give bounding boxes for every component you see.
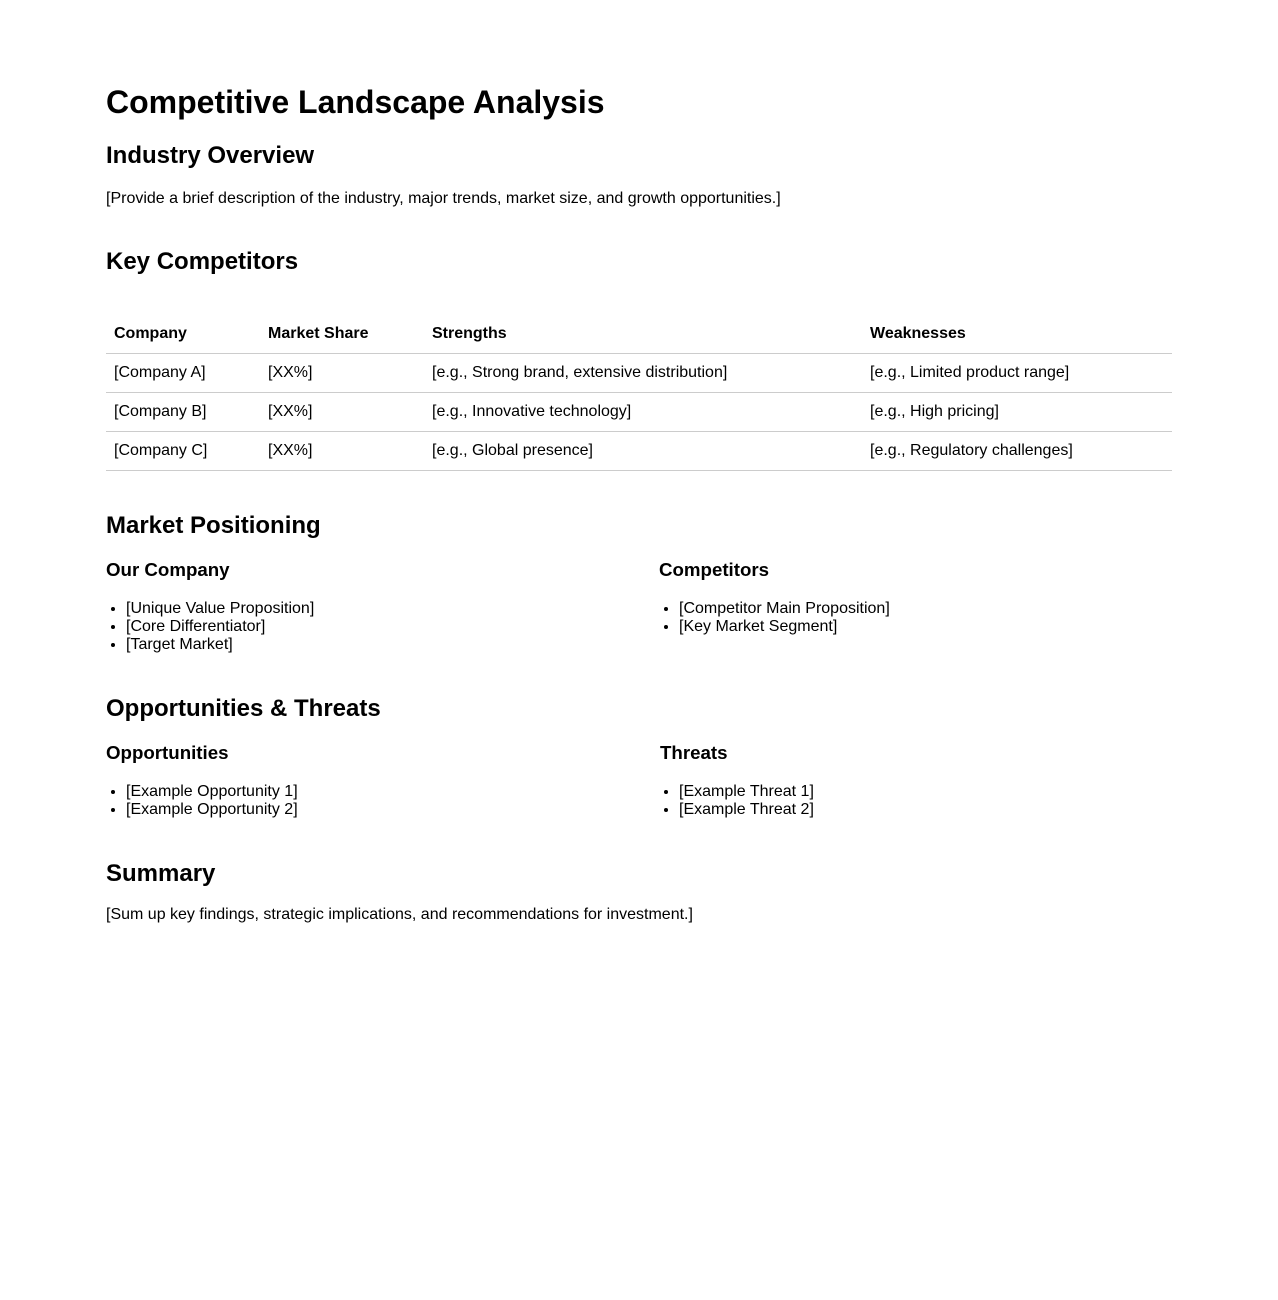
list-item: • [Key Market Segment] bbox=[679, 618, 890, 636]
cell-weaknesses: [e.g., High pricing] bbox=[862, 393, 1172, 432]
cell-weaknesses: [e.g., Limited product range] bbox=[862, 354, 1172, 393]
section-heading-industry-overview: Industry Overview bbox=[106, 142, 315, 169]
table-header-row bbox=[106, 315, 1172, 354]
list-item: • [Target Market] bbox=[126, 636, 314, 654]
list-item: • [Example Threat 1] bbox=[679, 783, 814, 801]
table-row bbox=[106, 354, 1172, 393]
subheading-our-company: Our Company bbox=[106, 559, 230, 580]
cell-market-share: [XX%] bbox=[260, 432, 424, 471]
column-header-market-share: Market Share bbox=[260, 315, 424, 354]
table-row bbox=[106, 393, 1172, 432]
competitors-list bbox=[659, 600, 890, 636]
section-heading-summary: Summary bbox=[106, 860, 216, 887]
column-header-weaknesses: Weaknesses bbox=[862, 315, 1172, 354]
cell-company: [Company C] bbox=[106, 432, 260, 471]
section-heading-key-competitors: Key Competitors bbox=[106, 248, 299, 275]
column-header-company: Company bbox=[106, 315, 260, 354]
section-heading-market-positioning: Market Positioning bbox=[106, 512, 321, 539]
cell-strengths: [e.g., Global presence] bbox=[424, 432, 862, 471]
list-item: • [Unique Value Proposition] bbox=[126, 600, 314, 618]
summary-text: [Sum up key findings, strategic implications, and recommendations for investment.] bbox=[106, 906, 693, 923]
industry-overview-text: [Provide a brief description of the industry, major trends, market size, and growth opportunities.] bbox=[106, 190, 781, 207]
cell-market-share: [XX%] bbox=[260, 393, 424, 432]
cell-strengths: [e.g., Innovative technology] bbox=[424, 393, 862, 432]
list-item: • [Example Threat 2] bbox=[679, 801, 814, 819]
cell-strengths: [e.g., Strong brand, extensive distribution] bbox=[424, 354, 862, 393]
opportunities-list bbox=[106, 783, 298, 819]
cell-weaknesses: [e.g., Regulatory challenges] bbox=[862, 432, 1172, 471]
cell-market-share: [XX%] bbox=[260, 354, 424, 393]
subheading-opportunities: Opportunities bbox=[106, 742, 229, 763]
competitors-table bbox=[106, 315, 1172, 471]
table-row bbox=[106, 432, 1172, 471]
list-item: • [Example Opportunity 2] bbox=[126, 801, 298, 819]
column-header-strengths: Strengths bbox=[424, 315, 862, 354]
subheading-competitors: Competitors bbox=[659, 559, 770, 580]
section-heading-opportunities-threats: Opportunities & Threats bbox=[106, 695, 381, 722]
cell-company: [Company B] bbox=[106, 393, 260, 432]
list-item: • [Competitor Main Proposition] bbox=[679, 600, 890, 618]
list-item: • [Core Differentiator] bbox=[126, 618, 314, 636]
our-company-list bbox=[106, 600, 314, 654]
subheading-threats: Threats bbox=[660, 742, 728, 763]
list-item: • [Example Opportunity 1] bbox=[126, 783, 298, 801]
threats-list bbox=[659, 783, 814, 819]
page-title: Competitive Landscape Analysis bbox=[106, 84, 605, 120]
cell-company: [Company A] bbox=[106, 354, 260, 393]
